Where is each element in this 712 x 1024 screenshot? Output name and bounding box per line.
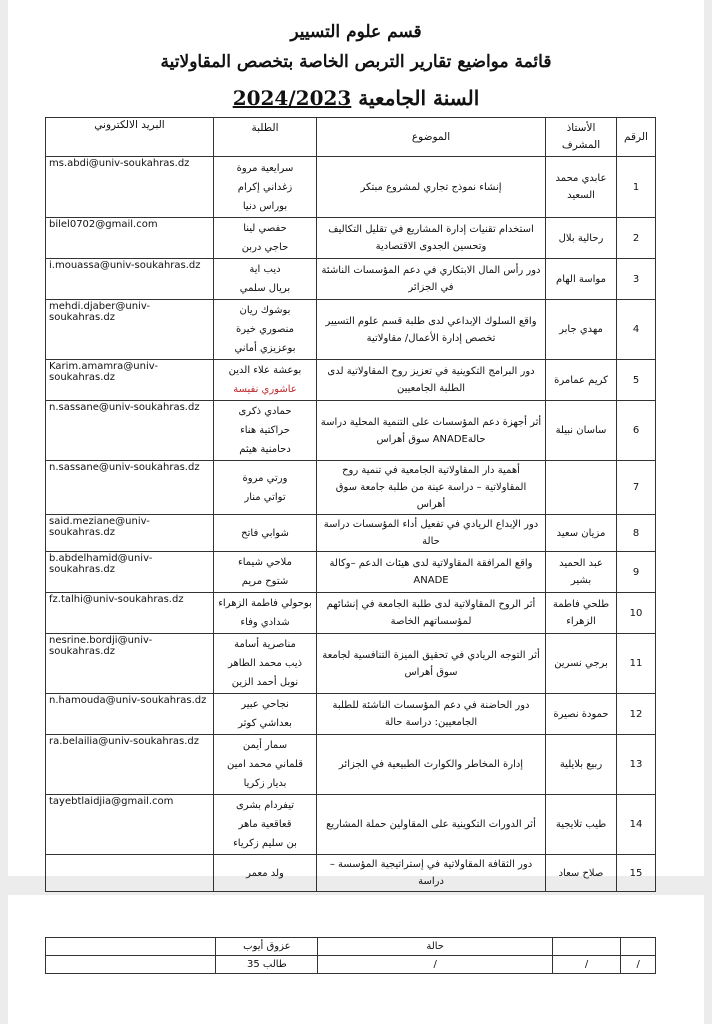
year-value: 2024/2023	[232, 86, 352, 110]
header-topic: الموضوع	[317, 118, 546, 157]
student-name: بعداشي كوثر	[238, 718, 292, 729]
student-name: زغداني إكرام	[237, 181, 293, 193]
student-name: منصوري خيرة	[235, 324, 294, 335]
student-name: تيفردام بشرى	[235, 800, 295, 811]
table-row	[46, 593, 656, 634]
number-cell: 9	[617, 552, 656, 593]
supervisor-cell: طلحي فاطمة الزهراء	[546, 593, 617, 634]
header-supervisor: الأستاذ المشرف	[546, 118, 617, 157]
table-row	[46, 735, 656, 795]
summary-cell: /	[318, 956, 553, 974]
students-cell	[214, 694, 317, 735]
student-name: بديار زكريا	[243, 778, 287, 789]
email-cell: bilel0702@gmail.com	[46, 218, 214, 259]
number-cell: 4	[617, 300, 656, 360]
academic-year	[8, 86, 704, 110]
topics-table	[45, 117, 656, 892]
number-cell: 6	[617, 401, 656, 461]
students-cell	[214, 360, 317, 401]
summary-cell: حالة	[318, 938, 553, 956]
student-name: ذيب محمد الطاهر	[227, 658, 303, 669]
student-name: ديب اية	[249, 264, 281, 275]
header-students: الطلبة	[214, 118, 317, 157]
student-name: نوبل أحمد الزين	[231, 677, 299, 688]
table-row	[46, 218, 656, 259]
student-name: ملاحي شيماء	[238, 557, 292, 568]
number-cell: 12	[617, 694, 656, 735]
student-name: حراكتية هناء	[240, 425, 290, 436]
header-email: البريد الالكتروني	[46, 118, 214, 157]
supervisor-cell: صلاح سعاد	[546, 855, 617, 892]
student-name: عاشوري نفيسة	[233, 384, 297, 395]
number-cell: 3	[617, 259, 656, 300]
students-cell	[214, 552, 317, 593]
student-name: نجاحي عبير	[241, 699, 289, 710]
students-cell	[214, 515, 317, 552]
email-cell: b.abdelhamid@univ-soukahras.dz	[46, 552, 214, 593]
summary-row-1	[46, 938, 656, 956]
table-row	[46, 360, 656, 401]
student-name: بوشوك ريان	[239, 305, 291, 316]
student-name: بريال سلمي	[239, 283, 291, 294]
document-title: قائمة مواضيع تقارير التربص الخاصة بتخصص المقاولاتية	[160, 52, 552, 72]
email-cell: Karim.amamra@univ-soukahras.dz	[46, 360, 214, 401]
summary-cell	[46, 938, 216, 956]
student-name: ورتي مروة	[242, 472, 288, 484]
number-cell: 2	[617, 218, 656, 259]
student-name: سمار أيمن	[242, 740, 288, 751]
student-name: تواتي منار	[244, 491, 286, 503]
students-cell	[214, 735, 317, 795]
student-name: شدادي وفاء	[240, 617, 290, 628]
table-row	[46, 259, 656, 300]
supervisor-cell: عابدي محمد السعيد	[546, 157, 617, 218]
supervisor-cell: طيب تلايجية	[546, 795, 617, 855]
students-cell	[214, 795, 317, 855]
student-name: دحامنية هيثم	[239, 444, 291, 455]
number-cell: 1	[617, 157, 656, 218]
topic-cell: إنشاء نموذج تجاري لمشروع مبتكر	[317, 157, 546, 218]
supervisor-cell: رحالية بلال	[546, 218, 617, 259]
topic-cell: أهمية دار المقاولاتية الجامعية في تنمية روح المقاولاتية – دراسة عينة من طلبة جامعة سوق أهراس	[317, 461, 546, 515]
email-cell: tayebtlaidjia@gmail.com	[46, 795, 214, 855]
supervisor-cell: ربيع بلايلية	[546, 735, 617, 795]
year-label: السنة الجامعية	[358, 86, 480, 110]
student-name: حفصي لينا	[243, 223, 287, 234]
table-row	[46, 694, 656, 735]
supervisor-cell: كريم عمامرة	[546, 360, 617, 401]
topic-cell: أثر الروح المقاولاتية لدى طلبة الجامعة في إنشائهم لمؤسساتهم الخاصة	[317, 593, 546, 634]
number-cell: 7	[617, 461, 656, 515]
table-row	[46, 157, 656, 218]
topic-cell: استخدام تقنيات إدارة المشاريع في تقليل التكاليف وتحسين الجدوى الاقتصادية	[317, 218, 546, 259]
summary-cell	[46, 956, 216, 974]
header-number: الرقم	[617, 118, 656, 157]
number-cell: 10	[617, 593, 656, 634]
student-name: قلماني محمد امين	[226, 759, 303, 770]
topic-cell: واقع السلوك الإبداعي لدى طلبة قسم علوم التسيير تخصص إدارة الأعمال/ مقاولاتية	[317, 300, 546, 360]
summary-cell	[621, 938, 656, 956]
table-row	[46, 795, 656, 855]
students-cell	[214, 401, 317, 461]
student-name: بوعزيزي أماني	[234, 343, 296, 354]
students-cell	[214, 461, 317, 515]
table-row	[46, 515, 656, 552]
student-name: بوعشة علاء الدين	[228, 365, 302, 376]
table-row	[46, 855, 656, 892]
student-name: حمادي ذكرى	[238, 406, 292, 417]
summary-cell	[552, 938, 620, 956]
email-cell: ms.abdi@univ-soukahras.dz	[46, 157, 214, 218]
table-row	[46, 401, 656, 461]
student-name: بوحولي فاطمة الزهراء	[218, 598, 312, 609]
student-name: سرايعية مروة	[236, 162, 294, 174]
summary-table	[45, 937, 656, 974]
topic-cell: دور الحاضنة في دعم المؤسسات الناشئة للطلبة الجامعيين: دراسة حالة	[317, 694, 546, 735]
topic-cell: دور الإبداع الريادي في تفعيل أداء المؤسسات دراسة حالة	[317, 515, 546, 552]
supervisor-cell: عبد الحميد بشير	[546, 552, 617, 593]
student-name: حاجي دربن	[241, 242, 289, 253]
email-cell	[46, 855, 214, 892]
summary-row-2	[46, 956, 656, 974]
email-cell: fz.talhi@univ-soukahras.dz	[46, 593, 214, 634]
topic-cell: إدارة المخاطر والكوارث الطبيعية في الجزائر	[317, 735, 546, 795]
supervisor-cell: مواسة الهام	[546, 259, 617, 300]
student-name: بن سليم زكرياء	[233, 838, 297, 849]
student-name: شتوح مريم	[241, 576, 289, 587]
topic-cell: أثر التوجه الريادي في تحقيق الميزة التنافسية لجامعة سوق أهراس	[317, 634, 546, 694]
student-name: شوابي فاتح	[241, 527, 289, 539]
supervisor-cell: مزيان سعيد	[546, 515, 617, 552]
summary-cell: 35 طالب	[216, 956, 318, 974]
table-header-row	[46, 118, 656, 157]
number-cell: 13	[617, 735, 656, 795]
email-cell: nesrine.bordji@univ-soukahras.dz	[46, 634, 214, 694]
students-cell	[214, 157, 317, 218]
supervisor-cell	[546, 461, 617, 515]
email-cell: mehdi.djaber@univ-soukahras.dz	[46, 300, 214, 360]
students-cell	[214, 593, 317, 634]
students-cell	[214, 855, 317, 892]
students-cell	[214, 300, 317, 360]
topic-cell: دور رأس المال الابتكاري في دعم المؤسسات الناشئة في الجزائر	[317, 259, 546, 300]
department-title: قسم علوم التسيير	[290, 22, 422, 42]
table-row	[46, 634, 656, 694]
email-cell: n.sassane@univ-soukahras.dz	[46, 461, 214, 515]
number-cell: 5	[617, 360, 656, 401]
summary-cell: عزوق أيوب	[216, 938, 318, 956]
topic-cell: أثر أجهزة دعم المؤسسات على التنمية المحلية دراسة حالةANADE سوق أهراس	[317, 401, 546, 461]
student-name: بوراس دنيا	[242, 200, 288, 212]
number-cell: 14	[617, 795, 656, 855]
summary-cell: /	[552, 956, 620, 974]
email-cell: ra.belailia@univ-soukahras.dz	[46, 735, 214, 795]
student-name: قعاقعية ماهر	[238, 819, 292, 830]
student-name: ولد معمر	[246, 867, 284, 879]
email-cell: i.mouassa@univ-soukahras.dz	[46, 259, 214, 300]
supervisor-cell: ساسان نبيلة	[546, 401, 617, 461]
students-cell	[214, 259, 317, 300]
email-cell: said.meziane@univ-soukahras.dz	[46, 515, 214, 552]
number-cell: 8	[617, 515, 656, 552]
table-row	[46, 461, 656, 515]
topic-cell: دور الثقافة المقاولاتية في إستراتيجية المؤسسة – دراسة	[317, 855, 546, 892]
number-cell: 11	[617, 634, 656, 694]
topic-cell: أثر الدورات التكوينية على المقاولين حملة المشاريع	[317, 795, 546, 855]
students-cell	[214, 634, 317, 694]
email-cell: n.sassane@univ-soukahras.dz	[46, 401, 214, 461]
table-row	[46, 300, 656, 360]
supervisor-cell: حمودة نصيرة	[546, 694, 617, 735]
topic-cell: دور البرامج التكوينية في تعزيز روح المقاولاتية لدى الطلبة الجامعيين	[317, 360, 546, 401]
summary-cell: /	[621, 956, 656, 974]
supervisor-cell: برجي نسرين	[546, 634, 617, 694]
table-row	[46, 552, 656, 593]
students-cell	[214, 218, 317, 259]
student-name: مناصرية أسامة	[234, 639, 296, 650]
number-cell: 15	[617, 855, 656, 892]
topic-cell: واقع المرافقة المقاولاتية لدى هيئات الدعم –وكالة ANADE	[317, 552, 546, 593]
supervisor-cell: مهدي جابر	[546, 300, 617, 360]
email-cell: n.hamouda@univ-soukahras.dz	[46, 694, 214, 735]
